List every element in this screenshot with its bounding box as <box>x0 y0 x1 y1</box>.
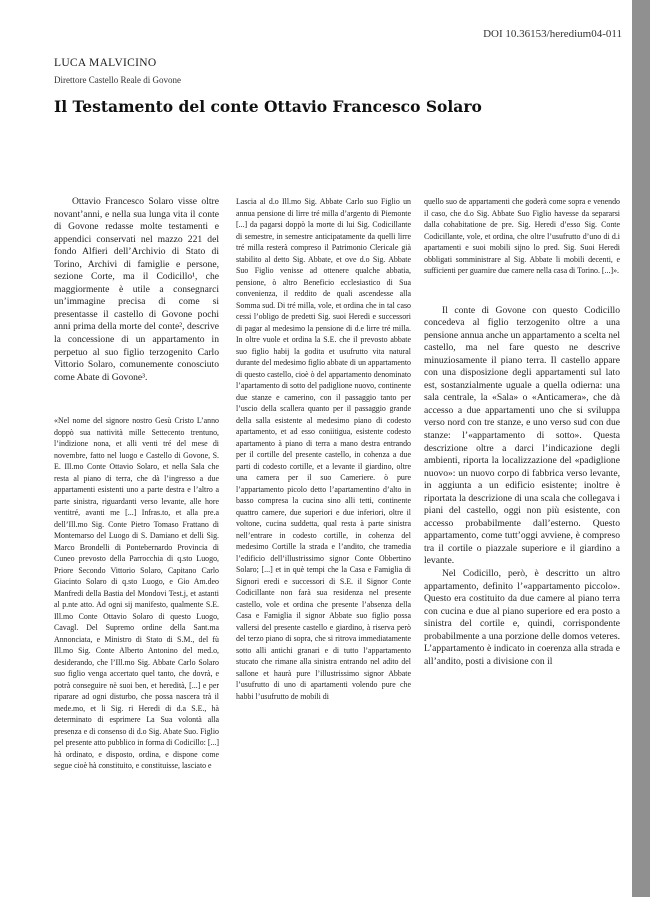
codicil-quote-start: «Nel nome del signore nostro Gesù Cristo L’anno doppò sua nattività mille Settecento trentuno, l’indizione nona, et alli venti tré del mese di novembre, fatto nel luogo e Castello di Govone, S. E. Ill.mo Conte Ottavio Solaro, et nella Sala che resta al piano di terra, che dà l’ingresso a due appartamenti esistenti uno a parte destra e l’altro a parte sinistra, riguardanti verso levante, alle hore ventitré, avanti me [...] Infras.to, et alla pre.a dell’Ill.mo Sig. Conte Pietro Tomaso Frattano di Montemarso del Luogo di S. Damiano et delli Sig. Marco Brondelli di Pontebernardo Provincia di Cuneo prevosto della Parrocchia di q.sto Luogo, Priore Secondo Vittorio Solaro, Capitano Carlo Giacinto Solaro di q.sto Luogo, e Gio Am.deo Manfredi della Bastia del Mondovi Test.j, et astanti al p.nte atto. Ad ogni sij manifesto, qualmente S.E. Ill.mo Conte Ottavio Solaro di questo Luogo, Cavagl. Del Supremo ordine della Sant.ma Annonciata, e Ministro di Stato di S.M., del fù Ill.mo Sig. Conte Alberto Antonino del med.o, desiderando, che l’Ill.mo Sig. Abbate Carlo Solaro suo figlio venga accertato quel tanto, che dovrà, e potrà conseguire nè suoi ben, et heredità, [...] e per riparare ad ogni disturbo, che possa nascera trà il mede.mo, et li Sig. ri Heredi di d.a S.E., hà determinato di esprimere La Sua volontà alla presenza e di consenso di d.o Sig. Abate Suo. Figlio pel presente atto pubblico in forma di Codicillo: [...] hà ordinato, e disposto, ordina, e dispone come segue cioè hà constituito, e constituisse, lasciato e <box>54 416 220 771</box>
codicil-quote-end: quello suo de appartamenti che goderà come sopra e venendo il caso, che d.o Sig. Abbate Suo Figlio havesse da separarsi dalla cohabitatione de pre. Sig. Heredi d’esso Sig. Conte Codicillante, vole, et ordina, che oltre l’usufrutto d’uno di d.i apartamenti e suoi mobili sijno lo pred. Sig. Suoi Heredi obbligati somministrare al Sig. Abbate li mobili decenti, e sufficienti per guarnire due camere nella casa di Torino. [...]». <box>424 197 620 275</box>
analysis-paragraph-1: Il conte di Govone con questo Codicillo concedeva al figlio terzogenito oltre a una pensione annua anche un appartamento a scelta nel castello, ma nel fare questo ne descrive minuziosamente il piano terra. Il castello appare con una disposizione degli appartamenti sul lato est, sostanzialmente uguale a quella odierna: una sala centrale, la «Sala» o «Anticamera», che dà accesso a due appartamenti uno che si sviluppa verso nord con tre stanze, e uno verso sud con due stanze: l’«appartamento di sotto». Questa descrizione oltre a darci l’indicazione degli ambienti, riporta la localizzazione del «padiglione nuovo»: un nuovo corpo di fabbrica verso levante, in aggiunta a un edificio esistente; inoltre è riportata la descrizione di una scala che collegava i piani del castello, oggi non più esistente, con accesso probabilmente dall’esterno. Questo appartamento, come tutt’oggi avviene, è compreso tra il cortile o piazzale superiore e il giardino a levante. <box>424 304 620 567</box>
author-affiliation: Direttore Castello Reale di Govone <box>54 75 181 85</box>
text-column-1 <box>54 196 219 772</box>
text-column-3 <box>424 196 620 668</box>
author-name: LUCA MALVICINO <box>54 57 157 69</box>
intro-paragraph: Ottavio Francesco Solaro visse oltre novant’anni, e nella sua lunga vita il conte di Govone redasse molte testamenti e appendici conservati nel mazzo 221 del fondo Alfieri dell’Archivio di Stato di Torino, Archivi di famiglie e persone, sezione Corte, ma il Codicillo¹, che maggiormente è utile a consegnarci un’immagine precisa di come si presentasse il castello di Govone pochi anni prima della morte del conte², descrive la concessione di un appartamento in perpetuo al suo figlio terzogenito Carlo Vittorio Solaro, comunemente conosciuto come Abate di Govone³. <box>54 196 219 383</box>
analysis-paragraph-2: Nel Codicillo, però, è descritto un altro appartamento, definito l’«appartamento piccolo». Questo era costituito da due camere al piano terra con cucina e due al piano superiore ed era posto a sinistra del cortile e, quindi, corrispondente probabilmente a una porzione delle domos veteres. L’appartamento è indicato in coerenza alla strada e all’andito, posti a divisione con il <box>424 567 620 667</box>
page-edge-bar <box>632 0 650 897</box>
doi-label: DOI 10.36153/heredium04-011 <box>483 28 622 40</box>
text-column-2 <box>236 196 411 702</box>
codicil-quote-middle: Lascia al d.o Ill.mo Sig. Abbate Carlo suo Figlio un annua pensione di lirre tré milla d’argento di Piemonte [...] da pagarsi doppò la morte di lui Sig. Codicillante di semestre, in semestre anticipatamente da quelli lirre tré milla resterà compreso il Patrimonio Clericale già stabilito al detto Sig. Abbate, et ove d.o Sig. Abbate Suo Figlio venisse ad ottenere qualche abbatia, pensione, ò altro Beneficio ecclesiastico di Sua convenienza, il reddito de quali ascendesse alla Somma sud. Di tré milla, vole, et ordina che in tal caso cessi l’obligo de predetti Sig. suoi Heredi e successori di pagar al medesimo la pensione di d.e lirre tré milla. In oltre vuole et ordina la S.E. che il prevosto abbate suo figlio habij la godita et usufrutto vita natural durante del medesimo figlio abbate di un appartamento di questo castello, cioè ò del appartamento denominato l’apartamento di sotto del padiglione nuovo, continente due stanze e camerino, con il passaggio tanto per l’uscio della scallera quanto per il passaggio grande della salla esistente al medesimo piano di codesto apartamento, et ad esso coniitigua, esistente codesto apartamento à piano di terra a mano destra entrando per il cortille del presente castello, in cohenza a due parti di codesto cortille, et a levante il giardino, oltre una camera per il suo Cameriere. ò pure l’appartamento picolo detto l’apartamentino d’alto in basso compresa la cucina sino alli tetti, continente quattro camere, due superiori e due inferiori, oltre il voltone, cucina suddetta, qual resta à parte sinistra nell’entrare in codesto cortille, in cohenza del medesimo Cortille la strada e l’andito, che tramedia l’edificio dell’illustrissimo signor Conte Obbertino Solaro; [...] et in què tempi che la Casa e Famiglia di Signori eredi e successori di S.E. il Signor Conte Codicillante non farà sua residenza nel presente castello, vole et ordina che presente l’absenza della Casa e Famiglia il signor Abbate suo figlio possa vallersi del presente castello e giardino, à riserva però del terzo piano di sopra, che si ritrova immediatamente sotto alli antichi granari e di tutto l’appartamento stucato che rimane alla sinistra entrando nel adito del sallone et haurà pure l’illustrissimo signor Abbate l’usufrutto di uno di apartamenti volendo pure che habbi l’usufrutto de mobili di <box>236 197 411 701</box>
article-title: Il Testamento del conte Ottavio Francesco Solaro <box>54 97 482 116</box>
